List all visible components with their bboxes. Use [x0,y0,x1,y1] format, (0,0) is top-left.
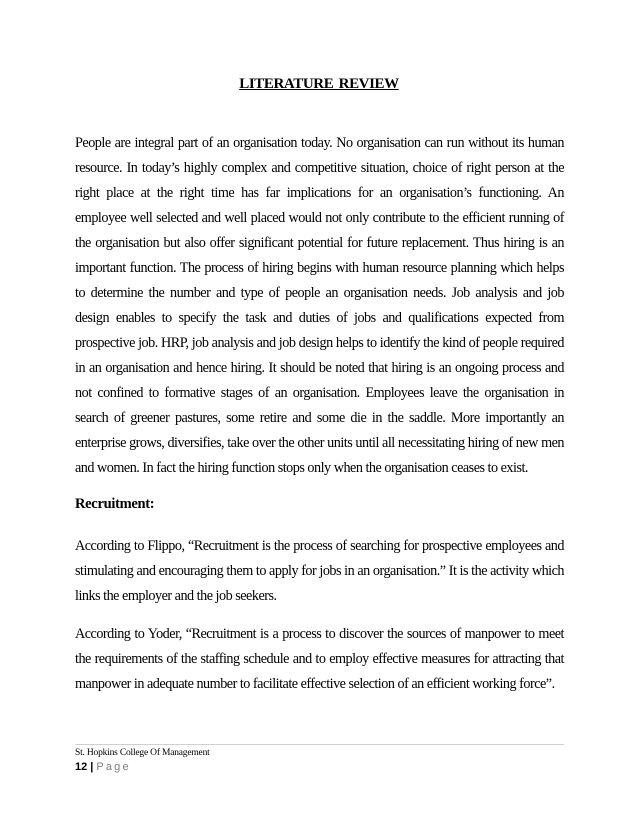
page-title: LITERATURE REVIEW [239,76,399,92]
page-number: 12 [75,761,88,773]
footer-divider [75,744,564,745]
section-heading-recruitment: Recruitment: [75,496,155,512]
paragraph-flippo-definition: According to Flippo, “Recruitment is the process of searching for prospective employees and stimulating and encouraging them to apply for jobs in an organisation.” It is the activity which links the employer and the job seekers. [75,538,564,604]
footer-page-number [75,761,131,773]
footer-organization: St. Hopkins College Of Management [75,748,210,758]
page-separator: | [90,761,94,773]
paragraph-hiring-overview: People are integral part of an organisation today. No organisation can run without its human resource. In today’s highly complex and competitive situation, choice of right person at the right place at the right time has far implications for an organisation’s functioning. An employee well selected and well placed would not only contribute to the efficient running of the organisation but also offer significant potential for future replacement. Thus hiring is an important function. The process of hiring begins with human resource planning which helps to determine the number and type of people an organisation needs. Job analysis and job design enables to specify the task and duties of jobs and qualifications expected from prospective job. HRP, job analysis and job design helps to identify the kind of people required in an organisation and hence hiring. It should be noted that hiring is an ongoing process and not confined to formative stages of an organisation. Employees leave the organisation in search of greener pastures, some retire and some die in the saddle. More importantly an enterprise grows, diversifies, take over the other units until all necessitating hiring of new men and women. In fact the hiring function stops only when the organisation ceases to exist. [75,135,564,476]
paragraph-yoder-definition: According to Yoder, “Recruitment is a process to discover the sources of manpower to meet the requirements of the staffing schedule and to employ effective measures for attracting that manpower in adequate number to facilitate effective selection of an efficient working force”. [75,626,564,692]
page-label: Page [96,761,131,773]
